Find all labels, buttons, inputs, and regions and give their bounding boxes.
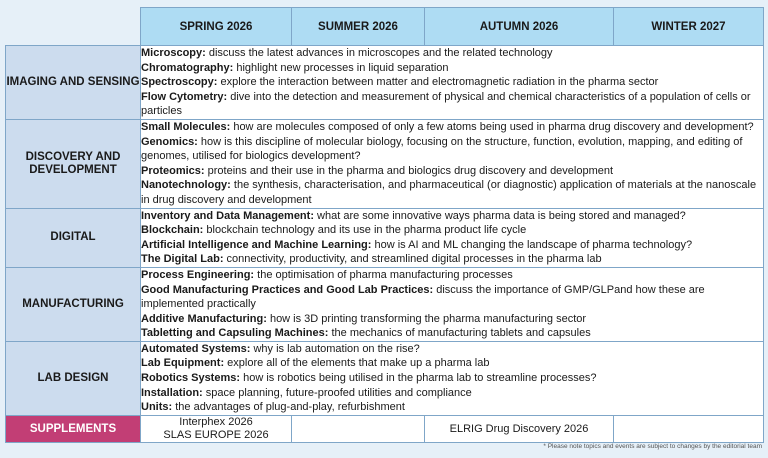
topic-item: The Digital Lab: connectivity, productivity, and streamlined digital processes in the pharma lab	[141, 253, 602, 266]
row-discovery-and-development	[6, 119, 764, 208]
topic-item: Nanotechnology: the synthesis, characterisation, and pharmaceutical (or diagnostic) application of materials at the nanoscale in drug discovery and development	[141, 179, 757, 206]
category-label: LAB DESIGN	[6, 341, 141, 415]
supplement-item: ELRIG Drug Discovery 2026	[449, 422, 589, 435]
topic-item: Automated Systems: why is lab automation on the rise?	[141, 342, 420, 355]
topic-item: Flow Cytometry: dive into the detection and measurement of physical and chemical characteristics of a population of cells or particles	[141, 90, 751, 118]
topic-item: Inventory and Data Management: what are some innovative ways pharma data is being stored and managed?	[141, 209, 686, 222]
editorial-calendar-table	[5, 7, 764, 443]
supplement-item: SLAS EUROPE 2026	[163, 428, 269, 441]
row-supplements	[6, 415, 764, 442]
topics-cell	[141, 267, 764, 341]
topic-item: Chromatography: highlight new processes in liquid separation	[141, 61, 449, 74]
topics-cell	[141, 46, 764, 120]
supplements-label: SUPPLEMENTS	[6, 415, 141, 442]
category-label: DISCOVERY AND DEVELOPMENT	[6, 119, 141, 208]
category-label: IMAGING AND SENSING	[6, 46, 141, 120]
supplements-autumn	[425, 415, 614, 442]
topic-item: Small Molecules: how are molecules composed of only a few atoms being used in pharma drug discovery and development?	[141, 120, 754, 133]
topic-item: Tabletting and Capsuling Machines: the mechanics of manufacturing tablets and capsules	[141, 327, 591, 340]
topic-item: Process Engineering: the optimisation of pharma manufacturing processes	[141, 268, 513, 281]
topic-item: Artificial Intelligence and Machine Learning: how is AI and ML changing the landscape of pharma technology?	[141, 238, 693, 251]
topic-item: Good Manufacturing Practices and Good Lab Practices: discuss the importance of GMP/GLPand how these are implemented practically	[141, 283, 705, 311]
supplements-winter	[614, 415, 764, 442]
topic-item: Blockchain: blockchain technology and its use in the pharma product life cycle	[141, 224, 527, 237]
topic-item: Genomics: how is this discipline of molecular biology, focusing on the structure, function, evolution, mapping, and editing of genomes, utilised for biologics development?	[141, 135, 743, 163]
supplements-spring	[141, 415, 292, 442]
topic-item: Microscopy: discuss the latest advances in microscopes and the related technology	[141, 47, 553, 59]
category-label: DIGITAL	[6, 208, 141, 267]
topic-item: Spectroscopy: explore the interaction between matter and electromagnetic radiation in the pharma sector	[141, 76, 659, 89]
season-autumn: AUTUMN 2026	[425, 8, 614, 46]
topics-cell	[141, 119, 764, 208]
category-label: MANUFACTURING	[6, 267, 141, 341]
supplement-item: Interphex 2026	[179, 416, 253, 429]
topic-item: Lab Equipment: explore all of the elements that make up a pharma lab	[141, 357, 490, 370]
topics-cell	[141, 208, 764, 267]
supplements-summer	[292, 415, 425, 442]
season-spring: SPRING 2026	[141, 8, 292, 46]
topic-item: Robotics Systems: how is robotics being utilised in the pharma lab to streamline processes?	[141, 372, 597, 385]
topic-item: Proteomics: proteins and their use in the pharma and biologics drug discovery and development	[141, 164, 614, 177]
season-summer: SUMMER 2026	[292, 8, 425, 46]
topic-item: Additive Manufacturing: how is 3D printing transforming the pharma manufacturing sector	[141, 312, 587, 325]
season-winter: WINTER 2027	[614, 8, 764, 46]
row-manufacturing	[6, 267, 764, 341]
header-corner	[6, 8, 141, 46]
topics-cell	[141, 341, 764, 415]
row-lab-design	[6, 341, 764, 415]
topic-item: Units: the advantages of plug-and-play, refurbishment	[141, 401, 405, 414]
editorial-footnote: * Please note topics and events are subject to changes by the editorial team	[543, 443, 762, 450]
row-digital	[6, 208, 764, 267]
row-imaging-and-sensing	[6, 46, 764, 120]
topic-item: Installation: space planning, future-proofed utilities and compliance	[141, 386, 472, 399]
season-header-row	[6, 8, 764, 46]
